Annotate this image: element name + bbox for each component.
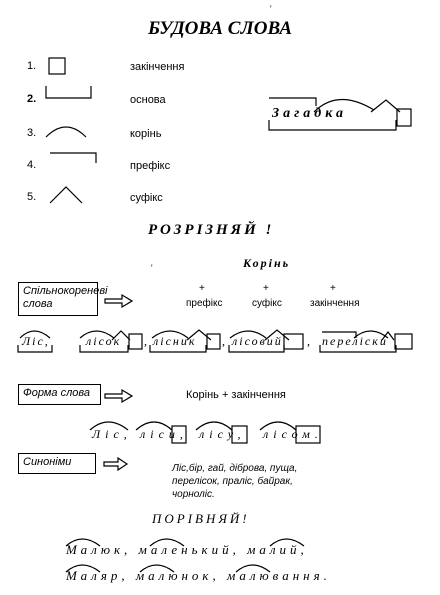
example-word-letters: Загадк: [272, 106, 336, 121]
root-arc: [260, 422, 296, 430]
cognate-comma-4: ,: [307, 334, 312, 348]
root-heading: Корінь: [243, 256, 291, 270]
root-arc: [66, 565, 100, 572]
root-arc: [140, 565, 174, 572]
synonyms-line-2: перелісок, праліс, байрак,: [172, 476, 293, 487]
wordform-box-text: Форма слова: [23, 387, 91, 399]
page-title: БУДОВА СЛОВА: [147, 18, 293, 39]
root-arc: [66, 539, 100, 546]
ending-square: [172, 426, 186, 443]
cognates-box-text: Спільнокореневі слова: [23, 285, 108, 310]
root-arc-icon: [46, 127, 86, 137]
synonyms-line-3: чорноліс.: [172, 489, 215, 500]
cognate-comma-2: ,: [144, 334, 149, 348]
root-arc: [80, 331, 114, 338]
cognate-word-lisovyi: лісовий: [232, 334, 283, 348]
example-stem-bracket: [269, 120, 396, 130]
compare-heading: ПОРІВНЯЙ!: [152, 511, 250, 526]
legend-number-4: 4.: [27, 159, 37, 171]
legend-label-ending: закінчення: [130, 61, 185, 73]
plus-prefix: +: [199, 283, 205, 294]
example-suffix-caret: [371, 100, 400, 112]
stem-bracket-icon: [46, 86, 91, 98]
plus-ending: +: [330, 283, 336, 294]
wordform-lis: Ліс,: [92, 427, 132, 441]
legend-label-stem: основа: [130, 94, 166, 106]
wordform-lisy: ліси,: [140, 427, 188, 441]
cognate-word-pereliskу: переліски: [322, 334, 388, 348]
ending-square: [207, 334, 220, 349]
prefix-label: префікс: [186, 298, 223, 309]
cognate-word-lisok: лісок: [86, 334, 122, 348]
legend-label-prefix: префікс: [130, 160, 171, 172]
example-prefix-bracket: [269, 98, 316, 106]
arrow-icon: [105, 295, 132, 307]
example-root-arc: [314, 99, 374, 112]
root-arc: [236, 565, 270, 572]
arrow-icon: [105, 390, 132, 402]
ending-square: [129, 334, 142, 349]
ending-square: [232, 426, 247, 443]
ending-label: закінчення: [310, 298, 360, 309]
tick-mark: ': [270, 4, 272, 14]
stem-bracket: [80, 345, 128, 352]
stem-bracket: [229, 345, 284, 352]
cognate-word-lis: Ліс,: [22, 334, 50, 348]
stem-bracket: [150, 345, 206, 352]
compare-line-1: Малюк, маленький, малий,: [66, 542, 308, 557]
wordform-lisom: лісом.: [263, 427, 323, 441]
tick-mark-2: ': [151, 263, 153, 273]
root-arc: [152, 331, 188, 338]
stem-bracket: [18, 345, 52, 352]
synonyms-box-text: Синоніми: [23, 456, 72, 468]
cognate-word-lisnyk: лісник: [153, 334, 197, 348]
root-arc: [136, 422, 172, 430]
root-arc: [196, 422, 232, 430]
wordform-lisu: лісу,: [199, 427, 246, 441]
cognate-comma-3: ,: [222, 334, 227, 348]
ending-square-icon: [49, 58, 65, 74]
suffix-caret: [265, 330, 289, 340]
suffix-caret: [112, 331, 130, 340]
legend-number-5: 5.: [27, 191, 37, 203]
root-arc: [230, 331, 266, 338]
legend-label-suffix: суфікс: [130, 192, 163, 204]
compare-line-2: Маляр, малюнок, малювання.: [66, 568, 331, 583]
suffix-label: суфікс: [252, 298, 282, 309]
legend-label-root: корінь: [130, 128, 162, 140]
prefix-bracket: [322, 332, 356, 338]
legend-number-2: 2.: [27, 93, 37, 105]
legend-number-1: 1.: [27, 60, 37, 72]
root-arc: [90, 422, 128, 430]
root-arc: [270, 539, 304, 546]
ending-square: [296, 426, 320, 443]
root-arc: [20, 331, 50, 338]
root-arc: [354, 331, 388, 338]
root-arc: [150, 539, 184, 546]
stem-bracket: [320, 345, 396, 352]
suffix-caret: [382, 332, 394, 340]
ending-square: [395, 334, 412, 349]
suffix-caret-icon: [50, 187, 82, 203]
wordform-formula: Корінь + закінчення: [186, 389, 286, 401]
legend-number-3: 3.: [27, 127, 37, 139]
example-word-ending: а: [335, 106, 347, 121]
distinguish-heading: РОЗРІЗНЯЙ !: [148, 222, 275, 238]
synonyms-line-1: Ліс,бір, гай, діброва, пуща,: [172, 463, 298, 474]
ending-square: [284, 334, 303, 349]
arrow-icon: [104, 458, 127, 470]
plus-suffix: +: [263, 283, 269, 294]
prefix-bracket-icon: [50, 153, 96, 163]
